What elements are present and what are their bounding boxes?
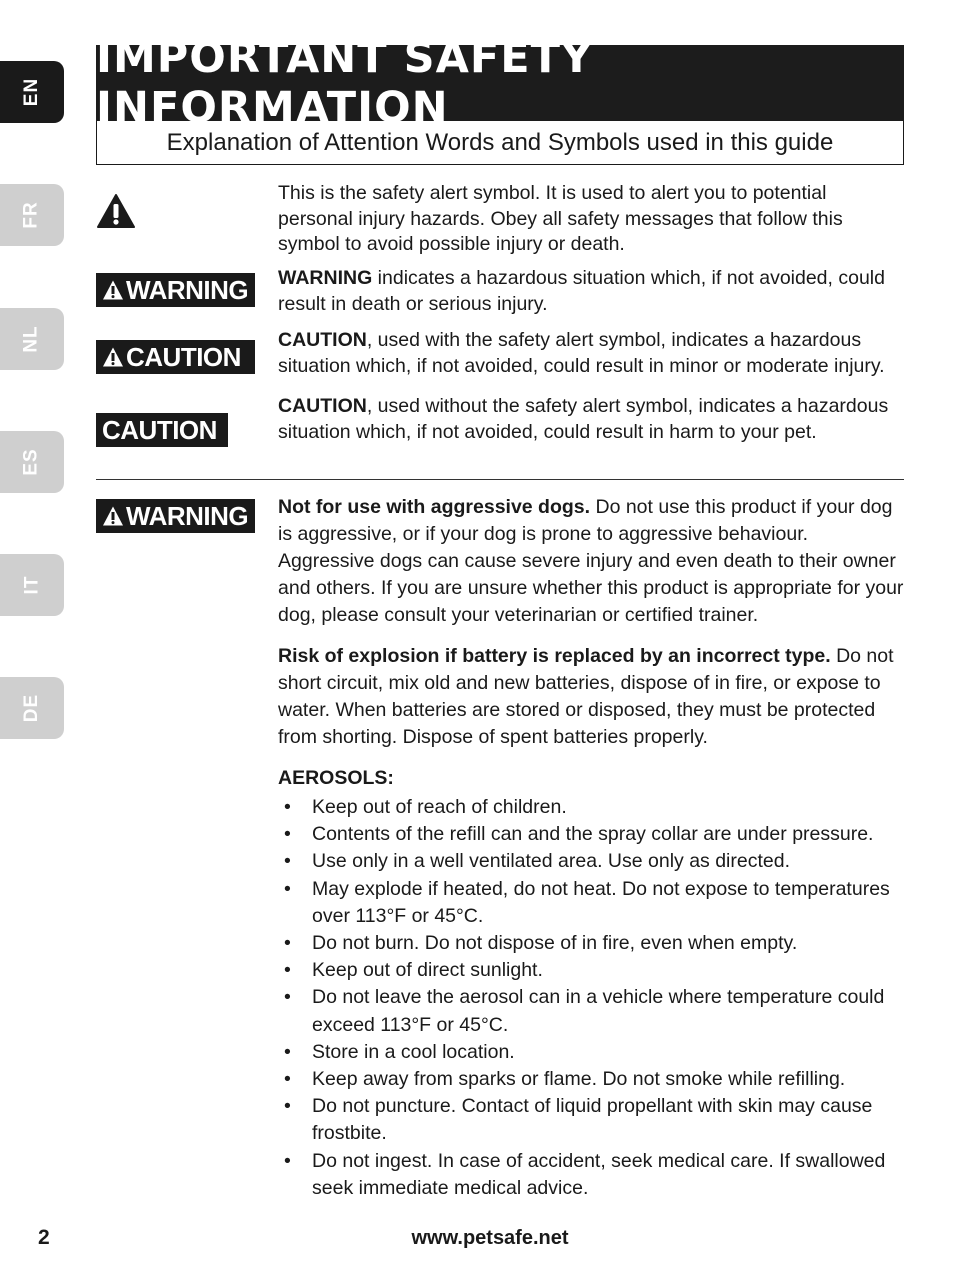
caution-label [96, 413, 228, 447]
list-item: • Contents of the refill can and the spray collar are under pressure. [278, 821, 904, 848]
warning-label [96, 273, 255, 307]
caution-label-text: CAUTION [126, 341, 241, 372]
tab-de[interactable] [0, 677, 64, 739]
tab-es-label: ES [20, 448, 42, 476]
list-item: • Use only in a well ventilated area. Use only as directed. [278, 848, 904, 875]
caution2-desc: , used without the safety alert symbol, indicates a hazardous situation which, if not avoided, could result in harm to your pet. [278, 395, 889, 443]
list-item: • Do not burn. Do not dispose of in fire, even when empty. [278, 930, 904, 957]
website-link[interactable]: www.petsafe.net [411, 1227, 569, 1249]
warning-desc: indicates a hazardous situation which, if not avoided, could result in death or serious injury. [278, 267, 885, 315]
aggressive-dogs-title: Not for use with aggressive dogs. [278, 496, 591, 518]
warning-section-label-text: WARNING [126, 500, 249, 531]
caution2-term: CAUTION [278, 395, 367, 417]
caution-term: CAUTION [278, 329, 367, 351]
alert-triangle-icon [102, 279, 124, 301]
battery-title: Risk of explosion if battery is replaced by an incorrect type. [278, 645, 831, 667]
warning-section-body [278, 494, 904, 1202]
title-bar [96, 33, 904, 133]
safety-alert-icon [96, 193, 136, 234]
list-item: • May explode if heated, do not heat. Do not expose to temperatures over 113°F or 45°C. [278, 876, 904, 930]
tab-es[interactable] [0, 431, 64, 493]
tab-en[interactable] [0, 61, 64, 123]
caution-alert-label [96, 340, 255, 374]
section-divider [96, 479, 904, 480]
caution2-label-text: CAUTION [102, 414, 217, 445]
page-title: IMPORTANT SAFETY INFORMATION [96, 33, 594, 133]
tab-it[interactable] [0, 554, 64, 616]
warning-definition [278, 266, 904, 317]
alert-triangle-icon [102, 346, 124, 368]
tab-it-label: IT [20, 575, 42, 595]
battery-paragraph [278, 643, 904, 751]
list-item: • Do not leave the aerosol can in a vehicle where temperature could exceed 113°F or 45°C. [278, 984, 904, 1038]
page-number: 2 [38, 1226, 50, 1249]
tab-en-label: EN [21, 77, 42, 107]
caution-definition [278, 328, 904, 379]
list-item: • Store in a cool location. [278, 1039, 904, 1066]
tab-fr-label: FR [20, 201, 42, 229]
tab-fr[interactable] [0, 184, 64, 246]
tab-nl[interactable] [0, 308, 64, 370]
list-item: • Do not ingest. In case of accident, seek medical care. If swallowed seek immediate medical advice. [278, 1148, 904, 1202]
list-item: • Do not puncture. Contact of liquid propellant with skin may cause frostbite. [278, 1093, 904, 1147]
list-item: • Keep away from sparks or flame. Do not smoke while refilling. [278, 1066, 904, 1093]
list-item: • Keep out of direct sunlight. [278, 957, 904, 984]
warning-term: WARNING [278, 267, 373, 289]
aggressive-dogs-paragraph [278, 494, 904, 629]
alert-triangle-icon [102, 505, 124, 527]
warning-section-label [96, 499, 255, 533]
aerosols-list [278, 794, 904, 1202]
aggressive-dogs-text: Do not use this product if your dog is aggressive, or if your dog is prone to aggressive behaviour. Aggressive dogs can cause severe injury and even death to their owner and others. If you are unsure whether this product is appropriate for your dog, please consult your veterinarian or certified trainer. [278, 496, 904, 626]
caution2-definition [278, 394, 904, 445]
battery-text: Do not short circuit, mix old and new batteries, dispose of in fire, or expose to water. When batteries are stored or disposed, they must be protected from shorting. Dispose of spent batteries properly. [278, 645, 894, 748]
subtitle: Explanation of Attention Words and Symbols used in this guide [96, 121, 904, 165]
caution-desc: , used with the safety alert symbol, indicates a hazardous situation which, if not avoided, could result in minor or moderate injury. [278, 329, 885, 377]
list-item: • Keep out of reach of children. [278, 794, 904, 821]
tab-de-label: DE [21, 693, 42, 723]
alert-symbol-description: This is the safety alert symbol. It is used to alert you to potential personal injury hazards. Obey all safety messages that follow this symbol to avoid possible injury or death. [278, 182, 843, 255]
warning-label-text: WARNING [126, 274, 249, 305]
tab-nl-label: NL [20, 325, 42, 353]
aerosols-heading: AEROSOLS: [278, 767, 394, 789]
